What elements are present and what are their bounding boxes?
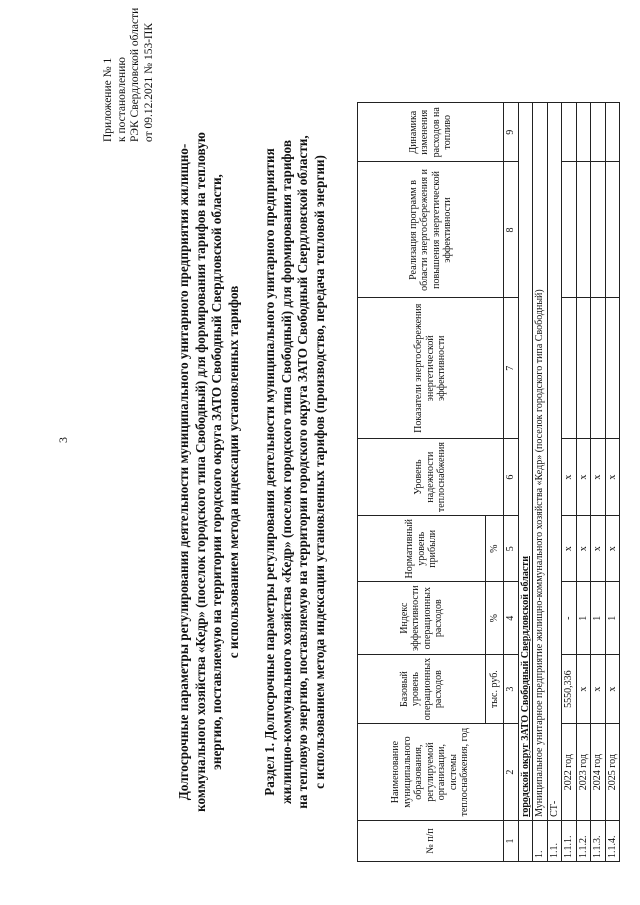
col-number: 1 (504, 820, 519, 861)
col-number: 9 (504, 103, 519, 162)
col-number: 4 (504, 582, 519, 655)
row-reliability: х (605, 439, 620, 516)
row-empty (576, 162, 591, 298)
section-title: Раздел 1. Долгосрочные параметры регулирования деятельности муниципального унитарного предприятия жилищно-коммунального хозяйства «Кедр» (поселок городского типа Свободный) для формирования тарифов на тепловую энергию, поставляемую на территории городского округа ЗАТО Свободный Свердловской области, с использованием метода индексации установленных тарифов (производство, передача тепловой энергии) (262, 135, 327, 809)
header-fuel: Динамика изменения расходов на топливо (358, 103, 504, 162)
parameters-table (357, 102, 620, 862)
appendix-line-2: к постановлению (115, 57, 128, 142)
column-numbers-row (504, 103, 519, 862)
row-empty (605, 298, 620, 439)
rotated-document (34, 7, 624, 862)
row-empty (576, 298, 591, 439)
col-number: 5 (504, 516, 519, 582)
row-num: 1.1.3. (591, 820, 606, 861)
col-number: 7 (504, 298, 519, 439)
row-profit: х (576, 516, 591, 582)
document-title: Долгосрочные параметры регулирования деятельности муниципального унитарного предприятия жилищно- коммунального хозяйства «Кедр» (поселок городского типа Свободный) для формирования тарифов на тепловую энергию, поставляемую на территории городского округа ЗАТО Свободный Свердловской области, с использованием метода индексации установленных тарифов (176, 132, 241, 812)
unit-profit: % (486, 516, 504, 582)
header-num: № п/п (358, 820, 504, 861)
region-row (518, 103, 533, 862)
row-empty (562, 103, 577, 162)
header-name: Наименование муниципального образования, регулируемой организации, системы теплоснабжения, год (358, 724, 504, 821)
row-year: 2025 год (605, 724, 620, 821)
row-profit: х (591, 516, 606, 582)
row-reliability: х (576, 439, 591, 516)
appendix-line-1: Приложение № 1 (102, 57, 114, 142)
organization-row (533, 103, 548, 862)
header-energy-saving: Показатели энергосбережения энергетической эффективности (358, 298, 504, 439)
region-name: городской округ ЗАТО Свободный Свердловской области (519, 556, 531, 817)
region-empty (518, 820, 533, 861)
table-row (591, 103, 606, 862)
row-index: - (562, 582, 577, 655)
row-year: 2022 год (562, 724, 577, 821)
row-year: 2023 год (576, 724, 591, 821)
row-empty (605, 162, 620, 298)
row-year: 2024 год (591, 724, 606, 821)
row-empty (591, 103, 606, 162)
header-index: Индекс эффективности операционных расходов (358, 582, 486, 655)
row-num: 1.1.1. (562, 820, 577, 861)
header-row (358, 103, 486, 862)
col-number: 6 (504, 439, 519, 516)
col-number: 8 (504, 162, 519, 298)
row-empty (591, 162, 606, 298)
row-empty (562, 298, 577, 439)
row-base: х (605, 654, 620, 723)
appendix-block (102, 0, 156, 142)
col-number: 2 (504, 724, 519, 821)
header-programs: Реализация программ в области энергосбережения и повышения энергетической эффективности (358, 162, 504, 298)
row-num: 1.1.2. (576, 820, 591, 861)
table-row (576, 103, 591, 862)
row-index: 1 (576, 582, 591, 655)
row-reliability: х (562, 439, 577, 516)
col-number: 3 (504, 654, 519, 723)
organization-num: 1. (533, 820, 548, 861)
organization-name: Муниципальное унитарное предприятие жилищно-коммунального хозяйства «Кедр» (поселок городского типа Свободный) (533, 103, 548, 821)
row-base: 5550,336 (562, 654, 577, 723)
row-profit: х (562, 516, 577, 582)
row-empty (605, 103, 620, 162)
row-reliability: х (591, 439, 606, 516)
system-name: СТ- (547, 103, 562, 821)
row-profit: х (605, 516, 620, 582)
row-num: 1.1.4. (605, 820, 620, 861)
page-number: 3 (56, 437, 70, 443)
row-empty (576, 103, 591, 162)
row-empty (591, 298, 606, 439)
unit-base: тыс. руб. (486, 654, 504, 723)
row-base: х (591, 654, 606, 723)
table-row (562, 103, 577, 862)
header-reliability: Уровень надежности теплоснабжения (358, 439, 504, 516)
system-num: 1.1. (547, 820, 562, 861)
appendix-line-3: РЭК Свердловской области (129, 7, 141, 142)
row-index: 1 (605, 582, 620, 655)
row-index: 1 (591, 582, 606, 655)
table-row (605, 103, 620, 862)
appendix-line-4: от 09.12.2021 № 153-ПК (142, 22, 155, 142)
row-base: х (576, 654, 591, 723)
unit-index: % (486, 582, 504, 655)
header-base: Базовый уровень операционных расходов (358, 654, 486, 723)
system-row (547, 103, 562, 862)
header-profit: Нормативный уровень прибыли (358, 516, 486, 582)
row-empty (562, 162, 577, 298)
